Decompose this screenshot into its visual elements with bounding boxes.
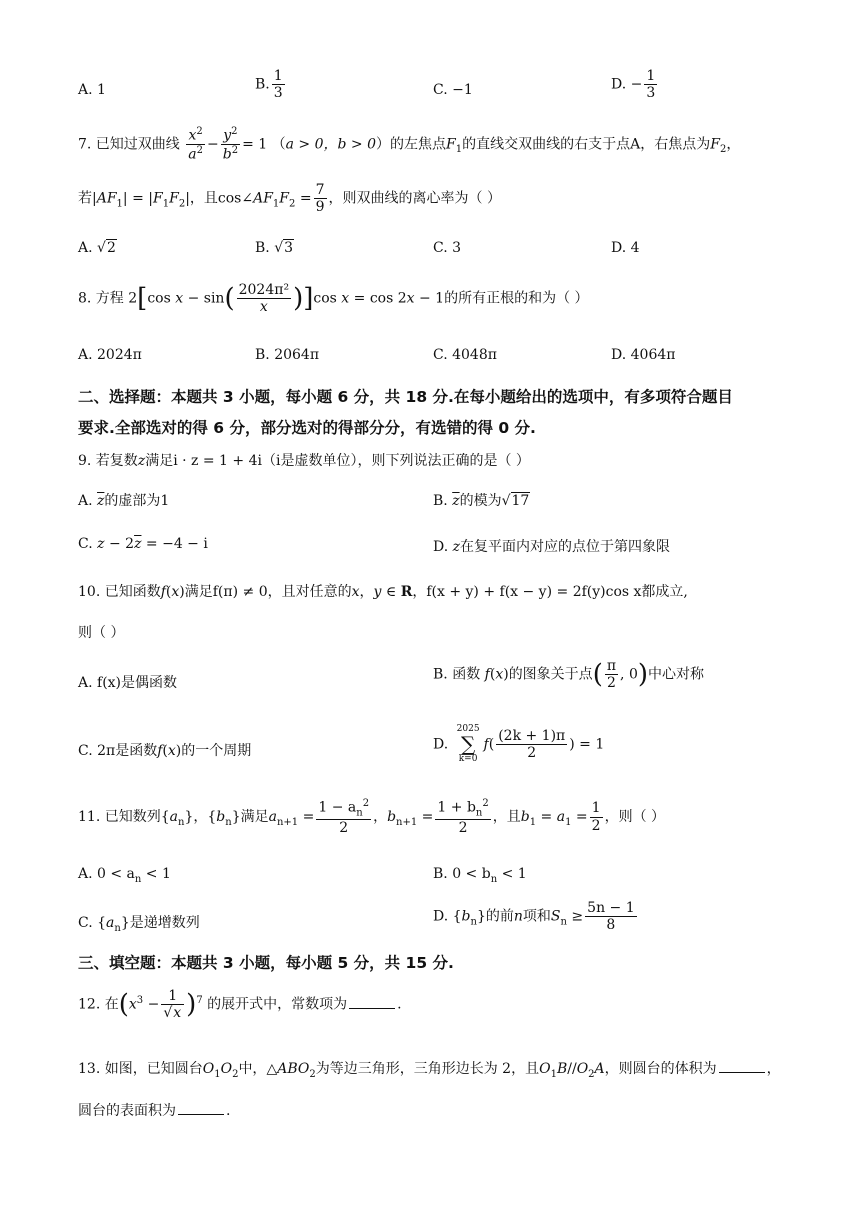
q8-option-a: A. 2024π [78, 347, 142, 363]
q10-stem-line2: 则（ ） [78, 625, 125, 641]
section2-heading-line1: 二、选择题：本题共 3 小题，每小题 6 分，共 18 分.在每小题给出的选项中，有多项符合题目 [78, 388, 733, 406]
q6-option-a: A. 1 [78, 82, 106, 98]
q10-option-a: A. f(x)是偶函数 [78, 675, 178, 691]
q6-option-d: D. − $\frac{1}{3}$ [611, 68, 656, 102]
q11-option-d: D. $\{b_n\}$的前n项和$S_n$ ≥ $\frac{5n - 1}{8}$ [433, 900, 635, 934]
q11-option-b: B. $0 < b_n < 1$ [433, 866, 527, 885]
q8-option-b: B. 2064π [255, 347, 320, 363]
q11-stem: 11. 已知数列$\{a_n\}$，$\{b_n\}$满足$a_{n+1}$ = $\frac{1 - a_n^2}{2}$ ，$b_{n+1}$ = $\frac{1 + b_n^2}{2}$ ，且$b_1 = a_1$ = $\frac{1}{2}$ ，则（ ） [78, 798, 666, 836]
q8-stem: 8. 方程 2[cos x − sin( $\frac{\text{2024π²}}{x}$ )]cos x = cos 2x − 1的所有正根的和为（ ） [78, 282, 589, 316]
q13-stem-line1: 13. 如图，已知圆台$O_1O_2$中，$\triangle ABO_2$为等边三角形，三角形边长为 2，且$O_1B//O_2A$，则圆台的体积为 ， [78, 1061, 781, 1080]
q7-option-c: C. 3 [433, 240, 462, 256]
q9-option-a: A. $\overline{z}$的虚部为1 [78, 493, 170, 509]
section2-heading-line2: 要求.全部选对的得 6 分，部分选对的得部分分，有选错的得 0 分. [78, 419, 536, 437]
q10-option-c: C. 2π是函数f(x)的一个周期 [78, 743, 252, 759]
q11-option-c: C. $\{a_n\}$是递增数列 [78, 915, 200, 934]
section3-heading: 三、填空题：本题共 3 小题，每小题 5 分，共 15 分. [78, 954, 454, 972]
q9-option-b: B. $\overline{z}$的模为√17 [433, 493, 530, 509]
q9-stem: 9. 若复数z满足i · z = 1 + 4i（i是虚数单位），则下列说法正确的是（ ） [78, 453, 530, 469]
q9-option-c: C. $z - 2\overline{z} = -4 - i$ [78, 536, 208, 552]
q7-stem-line2: 若$|AF_1| = |F_1F_2|$，且$\cos\angle AF_1F_2$ = $\frac{7}{9}$ ，则双曲线的离心率为（ ） [78, 182, 501, 216]
q11-option-a: A. $0 < a_n < 1$ [78, 866, 171, 885]
q6-option-c: C. −1 [433, 82, 473, 98]
q6-option-b: B. $\frac{1}{3}$ [255, 68, 283, 102]
q8-option-d: D. 4064π [611, 347, 676, 363]
q7-stem-line1: 7. 已知过双曲线 $\frac{x^2}{a^2}$ − $\frac{y^2}{b^2}$ = 1 （a > 0，b > 0）的左焦点$F_1$的直线交双曲线的右支于点A，右焦点为$F_2$， [78, 126, 741, 163]
q10-stem-line1: 10. 已知函数f(x)满足f(π) ≠ 0，且对任意的x，y ∈ R，f(x + y) + f(x − y) = 2f(y)cos x都成立, [78, 584, 688, 600]
q7-option-a: A. √2 [78, 240, 116, 256]
q8-option-c: C. 4048π [433, 347, 497, 363]
q10-option-b: B. 函数 f(x)的图象关于点( $\frac{\pi}{2}$ , 0)中心对称 [433, 658, 705, 692]
q12-answer-blank[interactable] [349, 1008, 395, 1009]
q13-surface-blank[interactable] [178, 1114, 224, 1115]
q7-option-d: D. 4 [611, 240, 640, 256]
q13-volume-blank[interactable] [719, 1072, 765, 1073]
q12-stem: 12. 在($x^3$ − $\frac{1}{√x}$ )$^7$ 的展开式中，常数项为 . [78, 988, 402, 1022]
q7-option-b: B. √3 [255, 240, 294, 256]
q10-option-d: D. 2025 ∑ k=0 f( $\frac{(2k + 1)\pi}{2}$ ) = 1 [433, 724, 605, 765]
q13-stem-line2: 圆台的表面积为 . [78, 1103, 231, 1119]
q9-option-d: D. z在复平面内对应的点位于第四象限 [433, 539, 671, 555]
